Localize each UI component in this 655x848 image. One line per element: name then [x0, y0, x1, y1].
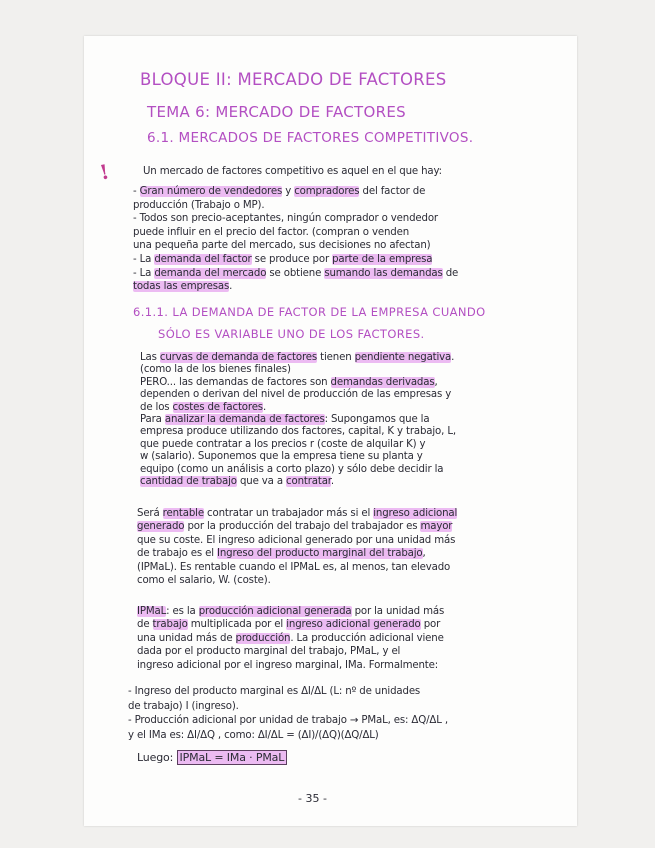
text-segment: del factor de	[359, 186, 426, 197]
subsection-title-line2: SÓLO ES VARIABLE UNO DE LOS FACTORES.	[158, 327, 425, 341]
text-segment: .	[330, 476, 334, 487]
highlighted-text: mayor	[420, 521, 453, 533]
text-line: que su coste. El ingreso adicional generado por una unidad más	[137, 534, 456, 546]
text-line	[133, 281, 232, 293]
text-line: como el salario, W. (coste).	[137, 575, 271, 586]
text-line: dependen o derivan del nivel de producción de las empresas y	[140, 389, 452, 401]
highlighted-text: compradores	[294, 186, 360, 197]
text-segment: que va a	[236, 476, 287, 487]
text-line: de trabajo) I (ingreso).	[128, 700, 239, 712]
text-segment: de	[442, 267, 459, 279]
text-segment: - La	[133, 254, 155, 265]
block-title: BLOQUE II: MERCADO DE FACTORES	[140, 70, 447, 89]
text-line: w (salario). Suponemos que la empresa tiene su planta y	[140, 451, 423, 463]
subsection-title-line1: 6.1.1. LA DEMANDA DE FACTOR DE LA EMPRESA CUANDO	[133, 305, 486, 319]
highlighted-text: ingreso adicional generado	[286, 619, 421, 631]
text-segment: .	[262, 401, 267, 413]
conclusion-formula: IPMaL = IMa · PMaL	[177, 750, 288, 765]
text-line: una pequeña parte del mercado, sus decisiones no afectan)	[133, 240, 431, 252]
text-segment: - La	[133, 267, 155, 279]
text-line: - Producción adicional por unidad de trabajo → PMaL, es: ΔQ/ΔL ,	[128, 715, 448, 726]
text-segment: se produce por	[251, 254, 333, 265]
text-line: que puede contratar a los precios r (coste de alquilar K) y	[140, 438, 426, 450]
text-line	[140, 414, 429, 426]
highlighted-text: curvas de demanda de factores	[159, 352, 318, 363]
highlighted-text: demandas derivadas	[330, 376, 435, 388]
text-segment: de	[137, 619, 153, 631]
conclusion-label: Luego:	[137, 751, 177, 764]
text-segment: -	[133, 186, 140, 197]
text-segment: de los	[140, 401, 173, 413]
text-segment: : Supongamos que la	[324, 414, 430, 425]
text-line	[137, 508, 457, 520]
exclamation-mark: !	[97, 159, 112, 185]
text-segment: por	[420, 619, 441, 631]
highlighted-text: pendiente negativa	[354, 352, 452, 363]
text-line: ingreso adicional por el ingreso marginal, IMa. Formalmente:	[137, 659, 439, 671]
text-line	[140, 476, 334, 488]
text-line	[137, 606, 444, 618]
text-line	[137, 633, 444, 645]
text-segment: Para	[140, 414, 165, 425]
text-line: y el IMa es: ΔI/ΔQ , como: ΔI/ΔL = (ΔI)/(ΔQ)(ΔQ/ΔL)	[128, 729, 379, 741]
highlighted-text: ingreso adicional	[373, 508, 458, 519]
text-segment: multiplicada por el	[187, 619, 287, 631]
text-segment: de trabajo es el	[137, 548, 218, 560]
text-line: - Todos son precio-aceptantes, ningún comprador o vendedor	[133, 213, 438, 225]
text-segment: PERO... las demandas de factores son	[140, 376, 331, 388]
text-segment: por la producción del trabajo del trabajador es	[184, 521, 421, 533]
text-segment: : es la	[166, 606, 199, 617]
text-segment: .	[451, 352, 455, 363]
text-segment: .	[229, 281, 233, 293]
text-line	[137, 521, 452, 533]
text-line: (como la de los bienes finales)	[140, 364, 291, 376]
text-segment: ,	[434, 376, 438, 388]
text-line	[140, 402, 266, 414]
page-number: - 35 -	[298, 792, 327, 805]
text-line	[137, 619, 440, 631]
highlighted-text: analizar la demanda de factores	[164, 414, 325, 425]
tema-title: TEMA 6: MERCADO DE FACTORES	[147, 103, 406, 121]
text-line	[140, 352, 454, 364]
highlighted-text: trabajo	[152, 619, 188, 631]
text-line	[137, 548, 426, 560]
highlighted-text: producción	[235, 632, 291, 644]
text-segment: una unidad más de	[137, 632, 236, 644]
highlighted-text: rentable	[162, 508, 204, 519]
text-line: equipo (como un análisis a corto plazo) y sólo debe decidir la	[140, 463, 444, 475]
text-line: - Ingreso del producto marginal es ΔI/ΔL (L: nº de unidades	[128, 686, 421, 697]
highlighted-text: costes de factores	[172, 401, 263, 413]
highlighted-text: parte de la empresa	[332, 254, 433, 265]
text-segment: y	[282, 186, 295, 197]
text-segment: tienen	[317, 352, 355, 363]
highlighted-text: producción adicional generada	[198, 606, 352, 617]
text-line: puede influir en el precio del factor. (compran o venden	[133, 226, 410, 238]
intro-line: Un mercado de factores competitivo es aquel en el que hay:	[143, 166, 442, 177]
highlighted-text: demanda del factor	[154, 254, 252, 265]
highlighted-text: demanda del mercado	[154, 267, 267, 279]
section-title: 6.1. MERCADOS DE FACTORES COMPETITIVOS.	[147, 130, 474, 146]
highlighted-text: Gran número de vendedores	[139, 186, 283, 197]
text-line	[133, 186, 425, 198]
text-line	[140, 377, 438, 389]
text-segment: . La producción adicional viene	[290, 632, 444, 644]
text-segment: ,	[422, 548, 426, 560]
highlighted-text: generado	[137, 521, 185, 533]
text-segment: Será	[137, 508, 163, 519]
highlighted-text: contratar	[286, 476, 331, 487]
text-line: empresa produce utilizando dos factores, capital, K y trabajo, L,	[140, 426, 456, 438]
highlighted-text: cantidad de trabajo	[140, 476, 237, 487]
text-segment: Las	[140, 352, 160, 363]
text-line: (IPMaL). Es rentable cuando el IPMaL es, al menos, tan elevado	[137, 561, 451, 573]
text-segment: se obtiene	[266, 267, 325, 279]
text-line: producción (Trabajo o MP).	[133, 199, 265, 211]
text-line: dada por el producto marginal del trabajo, PMaL, y el	[137, 646, 401, 658]
text-line	[133, 268, 458, 280]
text-segment: por la unidad más	[351, 606, 445, 617]
text-line	[133, 254, 432, 266]
highlighted-text: IPMaL	[137, 606, 167, 617]
conclusion-line	[137, 752, 287, 764]
highlighted-text: sumando las demandas	[324, 267, 443, 279]
highlighted-text: todas las empresas	[133, 281, 230, 293]
text-segment: contratar un trabajador más si el	[203, 508, 374, 519]
highlighted-text: Ingreso del producto marginal del trabajo	[217, 548, 423, 560]
